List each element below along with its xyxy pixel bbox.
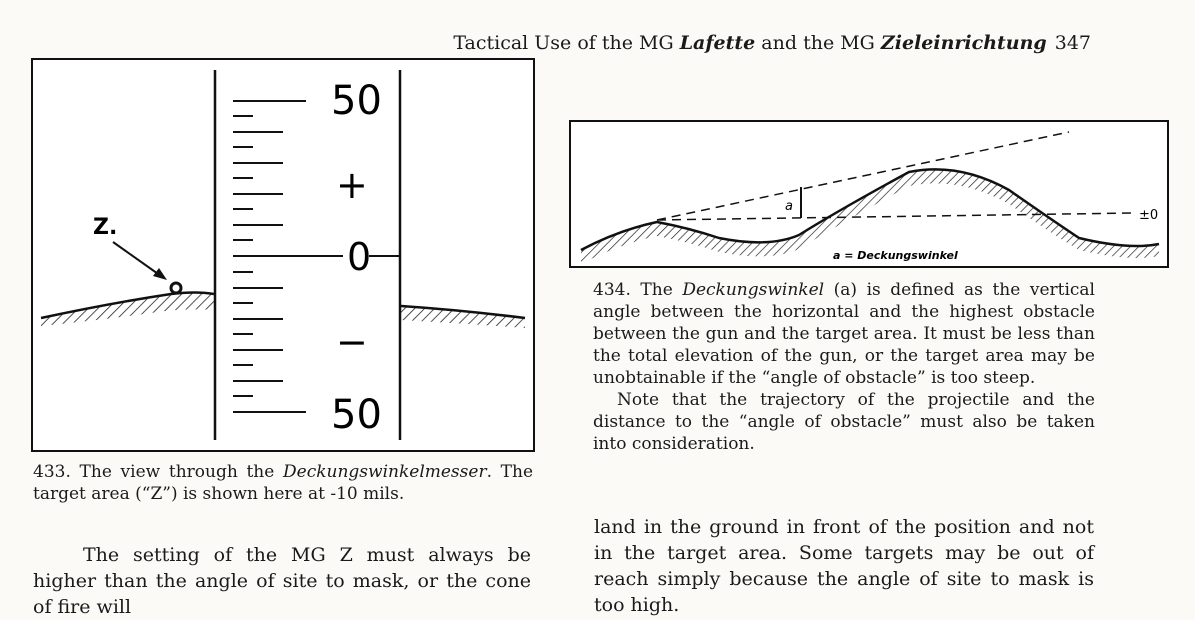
caption-434-rest: (a) is defined as the vertical angle between the horizontal and the highest obstacle between the gun and the target area. It must be less than the total elevation of the gun, or the target area may be unobtainable if the “angle of obstacle” is too steep.: [593, 280, 1095, 388]
header-term-zieleinrichtung: Zieleinrichtung: [880, 32, 1047, 54]
caption-434-para2: Note that the trajectory of the projectile and the distance to the “angle of obstacle” must also be taken into consideration.: [593, 390, 1095, 454]
figure-433-sight-view: [31, 58, 535, 452]
caption-434-term: Deckungswinkel: [682, 280, 825, 300]
body-text-left: [33, 542, 531, 620]
body-left-paragraph: The setting of the MG Z must always be higher than the angle of site to mask, or the cone of fire will: [33, 544, 531, 618]
caption-433: [33, 461, 533, 505]
running-header: [453, 32, 1091, 54]
target-marker: [171, 283, 181, 293]
figure-434-obstacle-diagram: [569, 120, 1169, 274]
body-text-right: land in the ground in front of the position and not in the target area. Some targets may be out of reach simply because the angle of site to mask is too high.: [594, 516, 1094, 616]
angle-label: a: [785, 199, 793, 214]
caption-433-rest: . The target area (“Z”) is shown here at -10 mils.: [33, 462, 534, 504]
scale-label-top: 50: [331, 78, 382, 124]
header-middle: and the MG: [755, 32, 881, 54]
horizontal-label: ±0: [1139, 208, 1159, 223]
diagram-legend: a = Deckungswinkel: [833, 249, 958, 262]
caption-434: [593, 279, 1095, 455]
caption-433-term: Deckungswinkelmesser: [283, 462, 487, 482]
scale-label-minus: −: [336, 320, 368, 364]
scale-label-bottom: 50: [331, 392, 382, 438]
header-prefix: Tactical Use of the MG: [453, 32, 680, 54]
scale-label-plus: +: [336, 163, 368, 207]
page-number: 347: [1054, 32, 1091, 54]
header-term-lafette: Lafette: [679, 32, 756, 54]
caption-433-number: 433. The view through the: [33, 462, 283, 482]
scale-label-zero: 0: [347, 235, 372, 279]
caption-434-number: 434. The: [593, 280, 683, 300]
target-label: Z.: [93, 215, 118, 240]
caption-434-para1: [593, 279, 1095, 389]
